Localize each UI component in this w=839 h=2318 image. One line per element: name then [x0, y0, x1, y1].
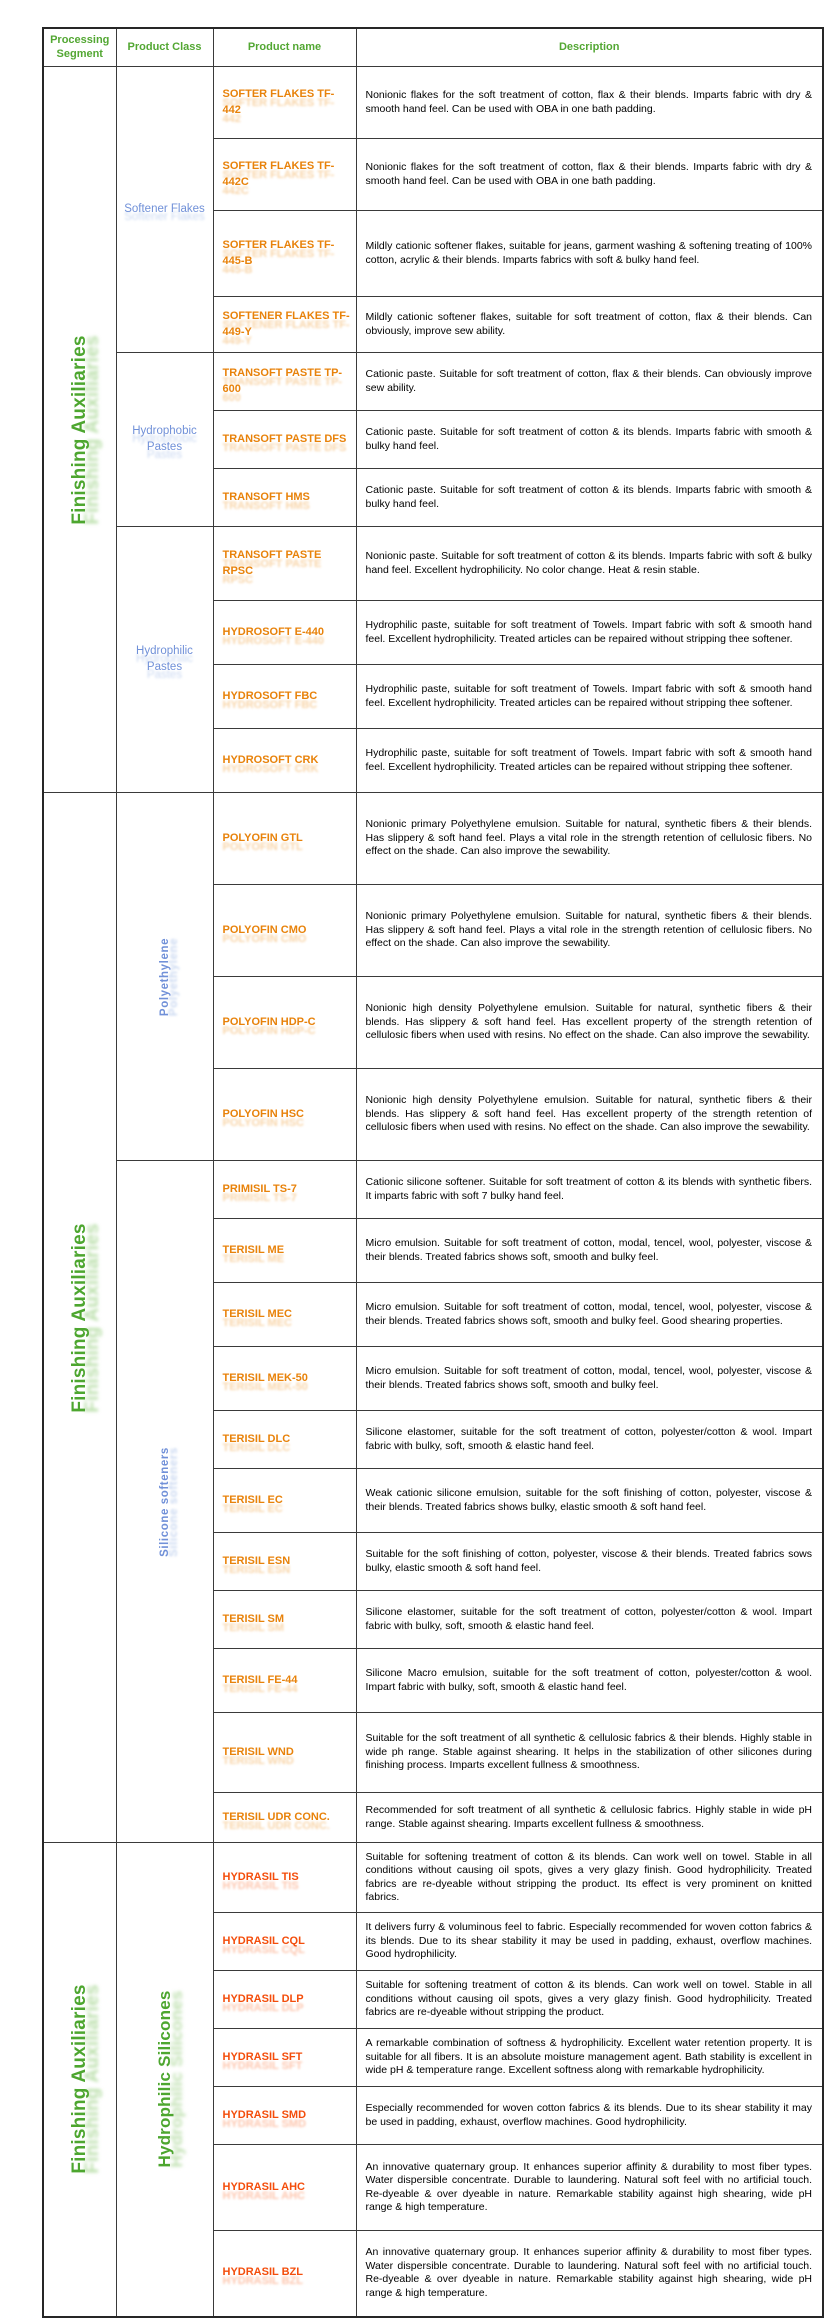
product-description: An innovative quaternary group. It enhances superior affinity & durability to most fiber types. Water dispersible concentrate. Durable to laundering. Natural soft feel with no artificial touch. Re-dyeable & over dyeable in nature. Remarkable stability against high shearing, wide pH range & high temperature. — [365, 2160, 812, 2213]
product-description: Suitable for the soft finishing of cotton, polyester, viscose & their blends. Treated fabrics sows bulky, elastic smooth & soft hand feel. — [365, 1548, 812, 1574]
product-description: Nonionic primary Polyethylene emulsion. Suitable for natural, synthetic fibers & their blends. Has slippery & soft hand feel. Plays a vital role in the strength retention of cellulosic fibers. No effect on the shade. Can also improve the sewability. — [365, 910, 812, 950]
product-description-cell — [356, 411, 823, 469]
product-name: TERISIL UDR CONC. — [222, 1810, 330, 1823]
table-row — [43, 353, 823, 411]
product-name: HYDROSOFT FBC — [222, 689, 318, 702]
product-name-cell — [213, 2231, 356, 2317]
product-description-cell — [356, 211, 823, 297]
product-name: SOFTER FLAKES TF-442C — [222, 159, 335, 188]
processing-segment-cell — [43, 793, 116, 1843]
product-name-cell — [213, 729, 356, 793]
product-description-cell — [356, 665, 823, 729]
product-description: Cationic paste. Suitable for soft treatment of cotton & its blends. Imparts fabric with smooth & bulky hand feel. — [365, 484, 812, 510]
product-description: Cationic paste. Suitable for soft treatment of cotton & its blends. Imparts fabric with smooth & bulky hand feel. — [365, 426, 812, 452]
product-name-cell — [213, 885, 356, 977]
header-row — [43, 28, 823, 67]
product-class-cell — [116, 67, 213, 353]
product-description: Weak cationic silicone emulsion, suitable for the soft finishing of cotton, polyester, viscose & their blends. Treated fabrics shows bulky, elastic smooth & soft hand feel. — [365, 1487, 812, 1513]
product-description-cell — [356, 1793, 823, 1843]
product-name-cell — [213, 1591, 356, 1649]
product-name: TERISIL ESN — [222, 1554, 291, 1567]
product-name: SOFTENER FLAKES TF-449-Y — [222, 309, 350, 338]
product-class-cell — [116, 527, 213, 793]
product-name: TERISIL MEK-50 — [222, 1371, 308, 1384]
product-name: TERISIL WND — [222, 1745, 294, 1758]
product-name: TRANSOFT PASTE RPSC — [222, 548, 322, 577]
product-name-cell — [213, 67, 356, 139]
table-body — [43, 67, 823, 2317]
product-description-cell — [356, 527, 823, 601]
product-description: Nonionic high density Polyethylene emulsion. Suitable for natural, synthetic fibers & their blends. Has slippery & soft hand feel. Has excellent property of the strength retention of cellulosic fibers when used with resins. No effect on the shade. Can also improve the sewability. — [365, 1002, 812, 1042]
product-description: Mildly cationic softener flakes, suitable for soft treatment of cotton, flax & their blends. Can obviously, improve sew ability. — [365, 311, 812, 337]
product-name: TRANSOFT PASTE TP-600 — [222, 366, 343, 395]
product-name: TERISIL FE-44 — [222, 1673, 298, 1686]
product-name: POLYOFIN GTL — [222, 831, 303, 844]
table-row — [43, 67, 823, 139]
col-header-description: Description — [356, 28, 823, 67]
processing-segment-cell — [43, 67, 116, 793]
product-description: Micro emulsion. Suitable for soft treatment of cotton, modal, tencel, wool, polyester, viscose & their blends. Treated fabrics shows soft, smooth and bulky feel. — [365, 1237, 812, 1263]
product-class-cell — [116, 1843, 213, 2317]
product-name-cell — [213, 2145, 356, 2231]
product-name: HYDROSOFT E-440 — [222, 625, 324, 638]
product-name: TERISIL DLC — [222, 1432, 291, 1445]
product-name: TERISIL EC — [222, 1493, 283, 1506]
processing-segment-cell — [43, 1843, 116, 2317]
product-name-cell — [213, 977, 356, 1069]
product-description: Nonionic flakes for the soft treatment of cotton, flax & their blends. Imparts fabric with dry & smooth hand feel. Can be used with OBA in one bath padding. — [365, 161, 812, 187]
product-description-cell — [356, 885, 823, 977]
product-description: Hydrophilic paste, suitable for soft treatment of Towels. Impart fabric with soft & smooth hand feel. Excellent hydrophilicity. Treated articles can be repaired without stripping thee softener. — [365, 619, 812, 645]
product-name: SOFTER FLAKES TF-442 — [222, 87, 335, 116]
product-description: Suitable for softening treatment of cotton & its blends. Can work well on towel. Stable in all conditions without causing oil spots, gives a very glazy finish. Good hydrophilicity. Treated fabrics are re-dyeable without stripping the product. Its effect is very prominent on knitted fabrics. — [365, 1850, 812, 1903]
product-name-cell — [213, 1283, 356, 1347]
table-row — [43, 793, 823, 885]
product-description: Cationic paste. Suitable for soft treatment of cotton, flax & their blends. Can obviously improve sew ability. — [365, 368, 812, 394]
product-description-cell — [356, 1913, 823, 1971]
product-description-cell — [356, 1533, 823, 1591]
col-header-product-class: Product Class — [116, 28, 213, 67]
product-name: TRANSOFT HMS — [222, 490, 310, 503]
product-description-cell — [356, 1971, 823, 2029]
product-name: HYDRASIL SMD — [222, 2108, 307, 2121]
product-description-cell — [356, 1219, 823, 1283]
product-name-cell — [213, 1069, 356, 1161]
col-header-product-name: Product name — [213, 28, 356, 67]
product-class-cell — [116, 353, 213, 527]
product-name: TRANSOFT PASTE DFS — [222, 432, 347, 445]
page — [0, 27, 839, 2299]
product-name: HYDRASIL AHC — [222, 2180, 306, 2193]
product-name: SOFTER FLAKES TF-445-B — [222, 238, 335, 267]
product-description: Mildly cationic softener flakes, suitable for jeans, garment washing & softening treating of 100% cotton, acrylic & their blends. Imparts fabrics with soft & bulky hand feel. — [365, 240, 812, 266]
product-name: POLYOFIN HDP-C — [222, 1015, 316, 1028]
product-class-label: Silicone softeners — [158, 1446, 171, 1557]
product-description: Silicone Macro emulsion, suitable for the soft treatment of cotton, polyester/cotton & wool. Impart fabric with bulky, soft, smooth & elastic hand feel. — [365, 1667, 812, 1693]
product-name-cell — [213, 665, 356, 729]
product-description: Silicone elastomer, suitable for the soft treatment of cotton, polyester/cotton & wool. Impart fabric with bulky, soft, smooth & elastic hand feel. — [365, 1606, 812, 1632]
product-class-label: Polyethylene — [158, 937, 171, 1016]
product-description-cell — [356, 353, 823, 411]
product-name-cell — [213, 2087, 356, 2145]
product-description: A remarkable combination of softness & hydrophilicity. Excellent water retention property. It is suitable for all fibers. It is an absolute moisture management agent. Bath stability is excellent in wide pH & temperature range. Excellent softness along with remarkable hydrophilicity. — [365, 2037, 812, 2077]
product-class-label: Hydrophobic Pastes — [132, 424, 197, 453]
product-description: Nonionic paste. Suitable for soft treatment of cotton & its blends. Imparts fabric with soft & bulky hand feel. Excellent hydrophilicity. No color change. Heat & resin stable. — [365, 550, 812, 576]
product-description-cell — [356, 1347, 823, 1411]
product-name-cell — [213, 527, 356, 601]
product-description-cell — [356, 1843, 823, 1913]
product-catalog-document — [42, 27, 822, 2318]
product-table — [42, 27, 824, 2318]
product-name-cell — [213, 601, 356, 665]
table-row — [43, 527, 823, 601]
product-description: Nonionic primary Polyethylene emulsion. Suitable for natural, synthetic fibers & their blends. Has slippery & soft hand feel. Plays a vital role in the strength retention of cellulosic fibers. No effect on the shade. Can also improve the sewability. — [365, 818, 812, 858]
product-name-cell — [213, 297, 356, 353]
product-description: An innovative quaternary group. It enhances superior affinity & durability to most fiber types. Water dispersible concentrate. Durable to laundering. Natural soft feel with no artificial touch. Re-dyeable & over dyeable in nature. Remarkable stability against high shearing, wide pH range & high temperature. — [365, 2246, 812, 2299]
product-description-cell — [356, 67, 823, 139]
product-description-cell — [356, 1469, 823, 1533]
product-description-cell — [356, 1649, 823, 1713]
product-name-cell — [213, 1347, 356, 1411]
product-name: HYDRASIL SFT — [222, 2050, 303, 2063]
table-row — [43, 1843, 823, 1913]
product-name: TERISIL MEC — [222, 1307, 292, 1320]
product-name-cell — [213, 2029, 356, 2087]
product-name-cell — [213, 1843, 356, 1913]
product-description-cell — [356, 601, 823, 665]
table-row — [43, 1161, 823, 1219]
product-description: Nonionic flakes for the soft treatment of cotton, flax & their blends. Imparts fabric with dry & smooth hand feel. Can be used with OBA in one bath padding. — [365, 89, 812, 115]
product-class-cell — [116, 793, 213, 1161]
product-description-cell — [356, 139, 823, 211]
product-description: It delivers furry & voluminous feel to fabric. Especially recommended for woven cotton fabrics & its blends. Due to its shear stability it may be used in padding, exhaust, overflow machines. Good hydrophilicity. — [365, 1921, 812, 1961]
product-name-cell — [213, 353, 356, 411]
col-header-processing-segment: Processing Segment — [43, 28, 116, 67]
product-description-cell — [356, 793, 823, 885]
product-description-cell — [356, 1161, 823, 1219]
product-description: Hydrophilic paste, suitable for soft treatment of Towels. Impart fabric with soft & smooth hand feel. Excellent hydrophilicity. Treated articles can be repaired without stripping thee softener. — [365, 747, 812, 773]
product-description-cell — [356, 1283, 823, 1347]
product-description: Silicone elastomer, suitable for the soft treatment of cotton, polyester/cotton & wool. Impart fabric with bulky, soft, smooth & elastic hand feel. — [365, 1426, 812, 1452]
product-description-cell — [356, 729, 823, 793]
product-description: Hydrophilic paste, suitable for soft treatment of Towels. Impart fabric with soft & smooth hand feel. Excellent hydrophilicity. Treated articles can be repaired without stripping thee softener. — [365, 683, 812, 709]
product-name-cell — [213, 411, 356, 469]
product-description-cell — [356, 1591, 823, 1649]
product-name-cell — [213, 1793, 356, 1843]
product-description-cell — [356, 1069, 823, 1161]
product-description-cell — [356, 2029, 823, 2087]
product-name-cell — [213, 1913, 356, 1971]
product-description: Nonionic high density Polyethylene emulsion. Suitable for natural, synthetic fibers & their blends. Has slippery & soft hand feel. Has excellent property of the strength retention of cellulosic fibers when used with resins. No effect on the shade. Can also improve the sewability. — [365, 1094, 812, 1134]
product-name: POLYOFIN HSC — [222, 1107, 304, 1120]
product-description: Micro emulsion. Suitable for soft treatment of cotton, modal, tencel, wool, polyester, viscose & their blends. Treated fabrics shows soft, smooth and bulky feel. — [365, 1365, 812, 1391]
product-description: Cationic silicone softener. Suitable for soft treatment of cotton & its blends with synthetic fibers. It imparts fabric with soft 7 bulky hand feel. — [365, 1176, 812, 1202]
product-name-cell — [213, 1713, 356, 1793]
product-class-cell — [116, 1161, 213, 1843]
product-description-cell — [356, 1411, 823, 1469]
product-name-cell — [213, 211, 356, 297]
product-description: Especially recommended for woven cotton fabrics & its blends. Due to its shear stability it may be used in padding, exhaust, overflow machines. Good hydrophilicity. — [365, 2102, 812, 2128]
product-name: TERISIL SM — [222, 1612, 285, 1625]
product-description-cell — [356, 297, 823, 353]
product-description: Suitable for the soft treatment of all synthetic & cellulosic fabrics & their blends. Highly stable in wide ph range. Stable against shearing. It helps in the stabilization of other silicones during finishing process. Imparts excellent fullness & smoothness. — [365, 1732, 812, 1772]
product-name: HYDROSOFT CRK — [222, 753, 319, 766]
product-class-label: Hydrophilic Pastes — [136, 644, 193, 673]
product-name: TERISIL ME — [222, 1243, 285, 1256]
product-name-cell — [213, 1649, 356, 1713]
product-name-cell — [213, 139, 356, 211]
product-name: HYDRASIL TIS — [222, 1870, 299, 1883]
product-name-cell — [213, 1411, 356, 1469]
processing-segment-label: Finishing Auxiliaries — [68, 1222, 90, 1413]
product-name: HYDRASIL CQL — [222, 1934, 305, 1947]
product-description: Recommended for soft treatment of all synthetic & cellulosic fabrics. Highly stable in wide pH range. Stable against shearing. Imparts excellent fullness & smoothness. — [365, 1804, 812, 1830]
product-description-cell — [356, 2145, 823, 2231]
product-description-cell — [356, 469, 823, 527]
product-name-cell — [213, 469, 356, 527]
product-description: Micro emulsion. Suitable for soft treatment of cotton, modal, tencel, wool, polyester, viscose & their blends. Treated fabrics shows soft, smooth and bulky feel. Good shearing properties. — [365, 1301, 812, 1327]
processing-segment-label: Finishing Auxiliaries — [68, 334, 90, 525]
processing-segment-label: Finishing Auxiliaries — [68, 1984, 90, 2174]
product-name-cell — [213, 1469, 356, 1533]
table-header — [43, 28, 823, 67]
product-description-cell — [356, 977, 823, 1069]
product-description-cell — [356, 2231, 823, 2317]
product-description-cell — [356, 2087, 823, 2145]
product-name-cell — [213, 1161, 356, 1219]
product-name: HYDRASIL BZL — [222, 2266, 303, 2279]
product-name-cell — [213, 793, 356, 885]
product-name-cell — [213, 1219, 356, 1283]
product-name: PRIMISIL TS-7 — [222, 1182, 297, 1195]
product-description-cell — [356, 1713, 823, 1793]
product-name-cell — [213, 1971, 356, 2029]
product-name-cell — [213, 1533, 356, 1591]
product-class-label: Softener Flakes — [124, 202, 205, 215]
product-name: POLYOFIN CMO — [222, 923, 307, 936]
product-description: Suitable for softening treatment of cotton & its blends. Can work well on towel. Stable in all conditions without causing oil spots, gives a very glazy finish. Good hydrophilicity. Treated fabrics are re-dyeable without stripping the product. — [365, 1979, 812, 2019]
product-name: HYDRASIL DLP — [222, 1992, 304, 2005]
product-class-label: Hydrophilic Silicones — [154, 1990, 174, 2168]
